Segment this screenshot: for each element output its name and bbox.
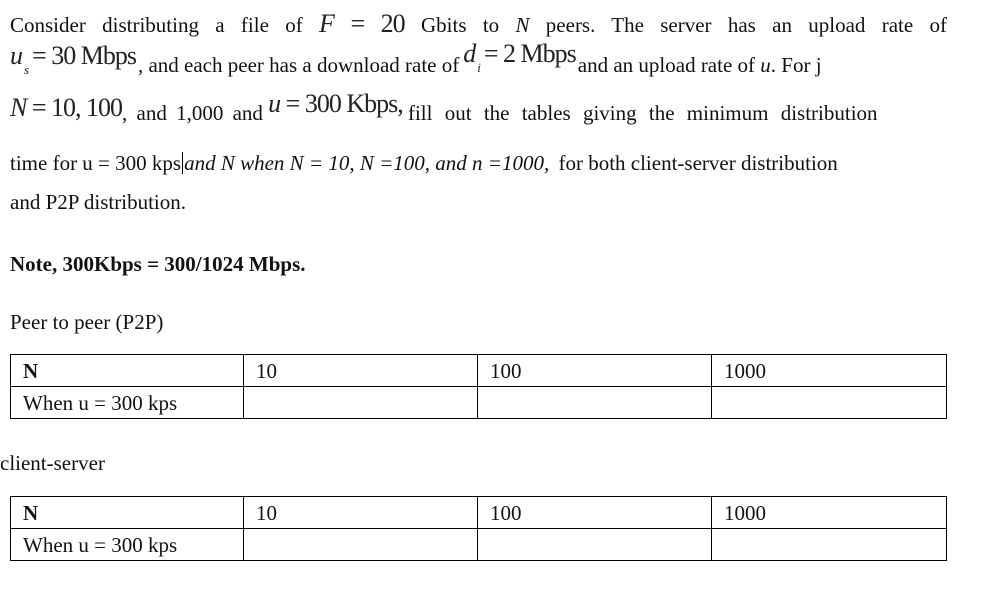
answer-cell-100[interactable]: [478, 529, 712, 561]
table-row: [11, 529, 947, 561]
p2p-section-label: Peer to peer (P2P): [10, 310, 164, 334]
italic-text: and N when N = 10, N =100, and n =1000,: [184, 151, 550, 175]
header-cell-1000: 1000: [712, 497, 947, 529]
text: Gbits to: [421, 13, 500, 37]
answer-cell-1000[interactable]: [712, 387, 947, 419]
answer-cell-10[interactable]: [244, 387, 478, 419]
header-cell-n: N: [11, 355, 244, 387]
header-cell-1000: 1000: [712, 355, 947, 387]
header-cell-10: 10: [244, 355, 478, 387]
client-server-table: [10, 496, 947, 561]
note: Note, 300Kbps = 300/1024 Mbps.: [10, 252, 306, 276]
problem-line-2: [10, 39, 822, 80]
text-cursor: [182, 152, 183, 174]
p2p-table: [10, 354, 947, 419]
variable-u: u: [760, 53, 771, 77]
equation-n-values: N = 10, 100: [10, 93, 123, 122]
equation-file-size: F = 20: [319, 9, 405, 38]
equation-peer-download: d $_i$ = 2 Mbps: [463, 39, 576, 75]
answer-cell-10[interactable]: [244, 529, 478, 561]
answer-cell-1000[interactable]: [712, 529, 947, 561]
text: peers. The server has an upload rate of: [545, 13, 948, 37]
text: time for u = 300 kps: [10, 151, 182, 175]
row-label: When u = 300 kps: [11, 387, 244, 419]
header-cell-n: N: [11, 497, 244, 529]
problem-line-1: [10, 9, 948, 38]
equation-server-upload: u $_s$ = 30 Mbps: [10, 41, 136, 77]
table-header-row: [11, 355, 947, 387]
answer-cell-100[interactable]: [478, 387, 712, 419]
row-label: When u = 300 kps: [11, 529, 244, 561]
table-row: [11, 387, 947, 419]
client-server-section-label: client-server: [0, 451, 105, 475]
text: , and each peer has a download rate of: [137, 53, 460, 77]
text: Consider distributing a file of: [10, 13, 303, 37]
variable-n: N: [515, 13, 530, 37]
problem-line-3: [10, 89, 947, 125]
header-cell-100: 100: [478, 497, 712, 529]
equation-peer-upload: u = 300 Kbps,: [268, 89, 403, 118]
text: fill out the tables giving the minimum distribution: [407, 101, 878, 125]
text: , and 1,000 and: [122, 101, 263, 125]
text: . For j: [770, 53, 822, 77]
header-cell-10: 10: [244, 497, 478, 529]
text: and an upload rate of: [577, 53, 756, 77]
problem-line-4: [10, 151, 838, 175]
text: for both client-server distribution: [558, 151, 838, 175]
problem-line-5: and P2P distribution.: [10, 190, 186, 214]
header-cell-100: 100: [478, 355, 712, 387]
table-header-row: [11, 497, 947, 529]
